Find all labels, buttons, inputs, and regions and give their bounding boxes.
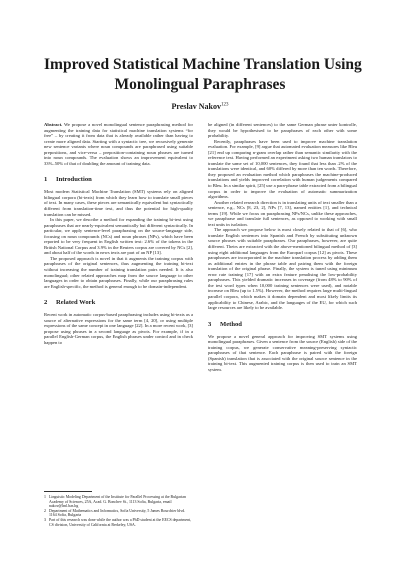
footnote [44,495,193,509]
abstract [44,122,193,166]
paragraph: Another related research direction is in translating units of text smaller than a sentence, e.g., NCs [8, 23, 2], NPs [7, 13], named entities [1], and technical terms [19]. While we focus on paraphrasing NPs/NCs, unlike these approaches, we paraphrase and translate full sentences, as opposed to working with small text units in isolation. [208,199,357,227]
section-heading-related-work [44,299,193,307]
section-title: Method [220,320,242,328]
abstract-label: Abstract. [44,122,63,127]
paragraph: The proposed approach is novel in that it augments the training corpus with paraphrases of the original sentences, thus augmenting the training bi-text without increasing the number of training translation pairs needed. It is also monolingual; other related approaches map from the source language to other languages in order to obtain paraphrases. Finally, while our paraphrasing rules are English-specific, the method is general enough to be domain-independent. [44,255,193,289]
section-number: 1 [44,176,48,184]
paragraph: Recently, paraphrases have been used to improve machine translation evaluation. For example, [9] argue that automated evaluation measures like Bleu [21] end up comparing n-gram overlap rather than semantic similarity with the reference text. Having performed an experiment asking two human translators to translate the same set of 10,000 sentences, they found that less than .2% of the translations were identical, and 60% differed by more than ten words. Therefore, they proposed an evaluation method which paraphrases the machine-produced translations and yields improved correlation with human judgements compared to Bleu. In a similar spirit, [25] use a para-phrase table extracted from a bilingual corpus in order to improve the evaluation of automatic summarization algorithms. [208,138,357,200]
author-name: Preslav Nakov [171,102,221,111]
footnote-mark: 2 [44,508,46,513]
paper-title [44,55,362,95]
paragraph: In this paper, we describe a method for expanding the training bi-text using paraphrases that are nearly-equivalent semantically but different syntactically. In particular, we apply sentence-level paraphrasing on the source-language side, focusing on noun compounds (NCs) and noun phrases (NPs), which have been reported to be very frequent in English written text: 2.6% of the tokens in the British National Corpus and 3.9% in the Reuters corpus are covered by NCs [2], and about half of the words in news texts are part of an NP [13]. [44,217,193,256]
footnote-mark: 3 [44,517,46,522]
paragraph: We propose a novel general approach for improving SMT systems using monolingual paraphrases. Given a sentence from the source (English) side of the training corpus, we generate conservative meaning-preserving syntactic paraphrases of that sentence. Each paraphrase is paired with the foreign (Spanish) translation that is associated with the original source sentence in the training bi-text. This augmented training corpus is then used to train an SMT system. [208,333,357,372]
author-affiliation-marks: 123 [220,102,229,108]
section-number: 2 [44,299,48,307]
title-line-2: Monolingual Paraphrases [114,76,286,93]
footnote-text: Department of Mathematics and Informatics, Sofia University, 5 James Bourchier blvd. 1164 Sofia, Bulgaria [49,508,186,518]
author-line [44,102,356,111]
section-title: Related Work [56,299,96,307]
right-column [208,122,357,372]
footnote-mark: 1 [44,495,46,499]
section-number: 3 [208,320,212,328]
footnote [44,518,193,527]
paragraph: be aligned (in different sentences) to the same German phrase unter kontrolle, they would be hypothesised to be paraphrases of each other with some probability. [208,122,357,139]
footnotes [44,491,193,527]
section-heading-introduction [44,176,193,184]
title-line-1: Improved Statistical Machine Translation Using [44,56,362,73]
section-title: Introduction [56,176,92,184]
paragraph: Recent work in automatic corpus-based paraphrasing includes using bi-texts as a source of alternative expressions for the same term [4, 20], or using multiple expressions of the same concept in one language [22]. In a more recent work, [3] propose using phrases in a second language as pivots. For example, if in a parallel English-German corpus, the English phrases under control and in check happen to [44,312,193,345]
section-heading-method [208,321,357,329]
paragraph: Most modern Statistical Machine Translation (SMT) systems rely on aligned bilingual corpora (bi-texts) from which they learn how to translate small pieces of text. In many cases, these pieces are semantically equivalent but syntactically different from translation-time text, and thus the potential for high-quality translation can be missed. [44,189,193,217]
paragraph: The approach we propose below is most closely related to that of [6], who translate English sentences into Spanish and French by substituting unknown source phrases with suitable paraphrases. Our paraphrases, however, are quite different. Theirs are extracted with the above-mentioned bilingual method of [3] using eight additional languages from the Europarl corpus [12] as pivots. These paraphrases are incorporated in the machine translation process by adding them as additional entries in the phrase table and pairing them with the foreign translation of the original phrase. Finally, the system is tuned using minimum error rate training [17] with an extra feature penalising the low-probability paraphrases. This yielded dramatic increases in coverage (from 48% to 90% of the test word types when 10,000 training sentences were used), and notable increase on Bleu (up to 1.5%). However, the method requires large multi-lingual parallel corpora, which makes it domain dependent and most likely limits its applicability to Chinese, Arabic, and the languages of the EU, for which such large resources are likely to be available. [208,227,357,311]
abstract-text: We propose a novel monolingual sentence paraphrasing method for augmenting the training data for statistical machine translation systems “for free” – by creating it from data that is already available rather than having to create more aligned data. Starting with a syntactic tree, we recursively generate new sentence variants where noun compounds are paraphrased using suitable prepositions, and vice-versa – preposition-containing noun phrases are turned into noun compounds. The evaluation shows an improvement equivalent to 33%–50% of that of doubling the amount of training data. [44,122,193,166]
footnote [44,509,193,518]
footnote-text: Part of this research was done while the author was a PhD student at the EECS department, CS division, University of California at Berkeley, USA. [49,517,192,527]
footnote-rule [44,491,92,492]
left-column [44,122,193,346]
footnote-text: Linguistic Modeling Department of the Institute for Parallel Processing at the Bulgarian Academy of Sciences, 25A, Acad. G. Bonchev St., 1113 Sofia, Bulgaria, email nakov@lml.bas.bg [49,495,186,509]
